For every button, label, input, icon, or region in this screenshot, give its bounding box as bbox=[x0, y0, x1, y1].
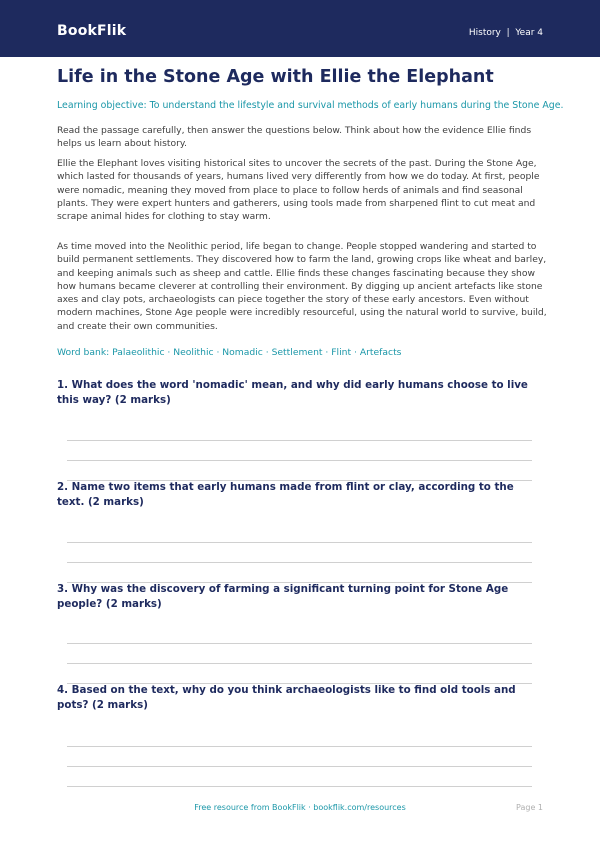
answer-line[interactable] bbox=[67, 542, 532, 543]
question-1: 1. What does the word 'nomadic' mean, and why did early humans choose to live this way? (2 marks) bbox=[57, 379, 528, 406]
footer-resource-link[interactable]: Free resource from BookFlik · bookflik.com/resources bbox=[194, 803, 406, 812]
page-number: Page 1 bbox=[516, 803, 543, 812]
answer-line[interactable] bbox=[67, 766, 532, 767]
answer-line[interactable] bbox=[67, 460, 532, 461]
question-4: 4. Based on the text, why do you think archaeologists like to find old tools and pots? (2 marks) bbox=[57, 684, 516, 711]
word-bank: Word bank: Palaeolithic · Neolithic · Nomadic · Settlement · Flint · Artefacts bbox=[57, 347, 402, 358]
instructions-paragraph: Read the passage carefully, then answer the questions below. Think about how the evidence Ellie finds helps us learn about history. bbox=[57, 125, 532, 150]
question-2: 2. Name two items that early humans made from flint or clay, according to the text. (2 marks) bbox=[57, 481, 514, 508]
subject-year-label: History | Year 4 bbox=[468, 28, 543, 38]
passage-paragraph-1: Ellie the Elephant loves visiting historical sites to uncover the secrets of the past. During the Stone Age, which lasted for thousands of years, humans lived very differently from how we do today. At first, people were nomadic, meaning they moved from place to place to follow herds of animals and find seasonal plants. They were expert hunters and gatherers, using tools made from sharpened flint to cut meat and scrape animal hides for clothing to stay warm. bbox=[57, 158, 540, 223]
question-3: 3. Why was the discovery of farming a significant turning point for Stone Age people? (2 marks) bbox=[57, 583, 509, 610]
answer-line[interactable] bbox=[67, 562, 532, 563]
answer-line[interactable] bbox=[67, 746, 532, 747]
brand-logo[interactable]: BookFlik bbox=[57, 23, 127, 39]
passage-paragraph-2: As time moved into the Neolithic period, life began to change. People stopped wandering and started to build permanent settlements. They discovered how to farm the land, growing crops like wheat and barley, and keeping animals such as sheep and cattle. Ellie finds these changes fascinating because they show how humans became cleverer at controlling their environment. By digging up ancient artefacts like stone axes and clay pots, archaeologists can piece together the story of these early ancestors. Even without modern machines, Stone Age people were incredibly resourceful, using the natural world to survive, build, and create their own communities. bbox=[57, 241, 547, 332]
answer-line[interactable] bbox=[67, 643, 532, 644]
answer-line[interactable] bbox=[67, 663, 532, 664]
top-banner bbox=[0, 0, 600, 57]
answer-line[interactable] bbox=[67, 786, 532, 787]
worksheet-title: Life in the Stone Age with Ellie the Elephant bbox=[57, 67, 494, 87]
answer-line[interactable] bbox=[67, 440, 532, 441]
learning-objective: Learning objective: To understand the lifestyle and survival methods of early humans during the Stone Age. bbox=[57, 100, 564, 111]
